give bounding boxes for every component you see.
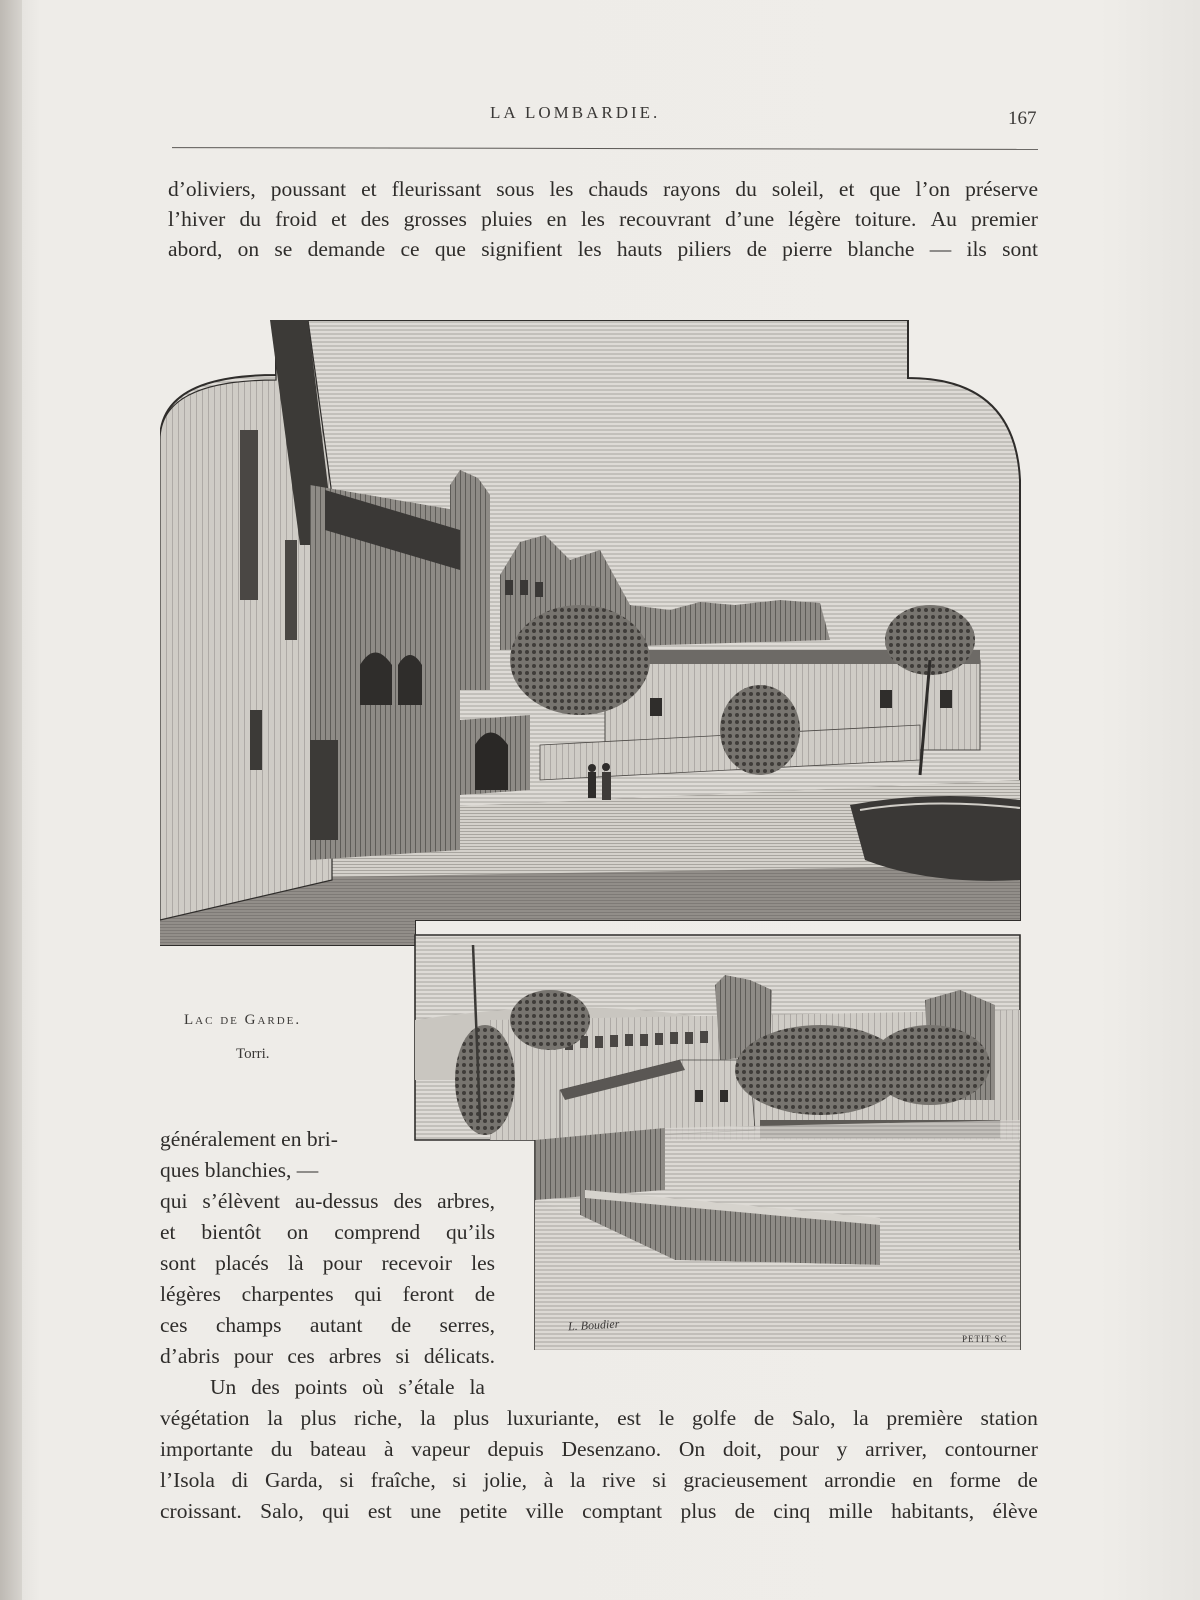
- text-line: qui s’élèvent au-dessus des arbres,: [160, 1189, 495, 1213]
- text-line: généralement en bri-: [160, 1127, 338, 1151]
- page-number: 167: [1008, 108, 1037, 129]
- text-line: croissant. Salo, qui est une petite ville comptant plus de cinq mille habitants, élève: [160, 1499, 1038, 1523]
- running-title: LA LOMBARDIE.: [490, 103, 661, 122]
- book-spine-shadow: [0, 0, 22, 1600]
- text-line: l’Isola di Garda, si fraîche, si jolie, à la rive si gracieusement arrondie en forme de: [160, 1468, 1038, 1492]
- text-line: végétation la plus riche, la plus luxuriante, est le golfe de Salo, la première station: [160, 1406, 1038, 1430]
- header-rule: [172, 147, 1038, 150]
- lower-engraving-torri-castle: [415, 935, 1020, 1350]
- text-line: Un des points où s’étale la: [210, 1375, 485, 1399]
- caption-subtitle: Torri.: [236, 1046, 270, 1062]
- text-line: d’abris pour ces arbres si délicats.: [160, 1344, 495, 1368]
- text-line: l’hiver du froid et des grosses pluies en les recouvrant d’une légère toiture. Au premier: [168, 207, 1038, 231]
- text-line: ques blanchies, —: [160, 1158, 319, 1182]
- text-line: et bientôt on comprend qu’ils: [160, 1220, 495, 1244]
- text-line: ces champs autant de serres,: [160, 1313, 495, 1337]
- text-line: d’oliviers, poussant et fleurissant sous les chauds rayons du soleil, et que l’on préserve: [168, 177, 1038, 201]
- upper-engraving-torri-street: [160, 320, 1020, 945]
- caption-title: Lac de Garde.: [184, 1012, 302, 1028]
- engraver-signature-left: L. Boudier: [567, 1316, 620, 1334]
- text-line: abord, on se demande ce que signifient les hauts piliers de pierre blanche — ils sont: [168, 237, 1038, 261]
- text-line: sont placés là pour recevoir les: [160, 1251, 495, 1275]
- text-line: légères charpentes qui feront de: [160, 1282, 495, 1306]
- engraver-signature-right: PETIT SC: [962, 1334, 1008, 1344]
- text-line: importante du bateau à vapeur depuis Desenzano. On doit, pour y arriver, contourner: [160, 1437, 1038, 1461]
